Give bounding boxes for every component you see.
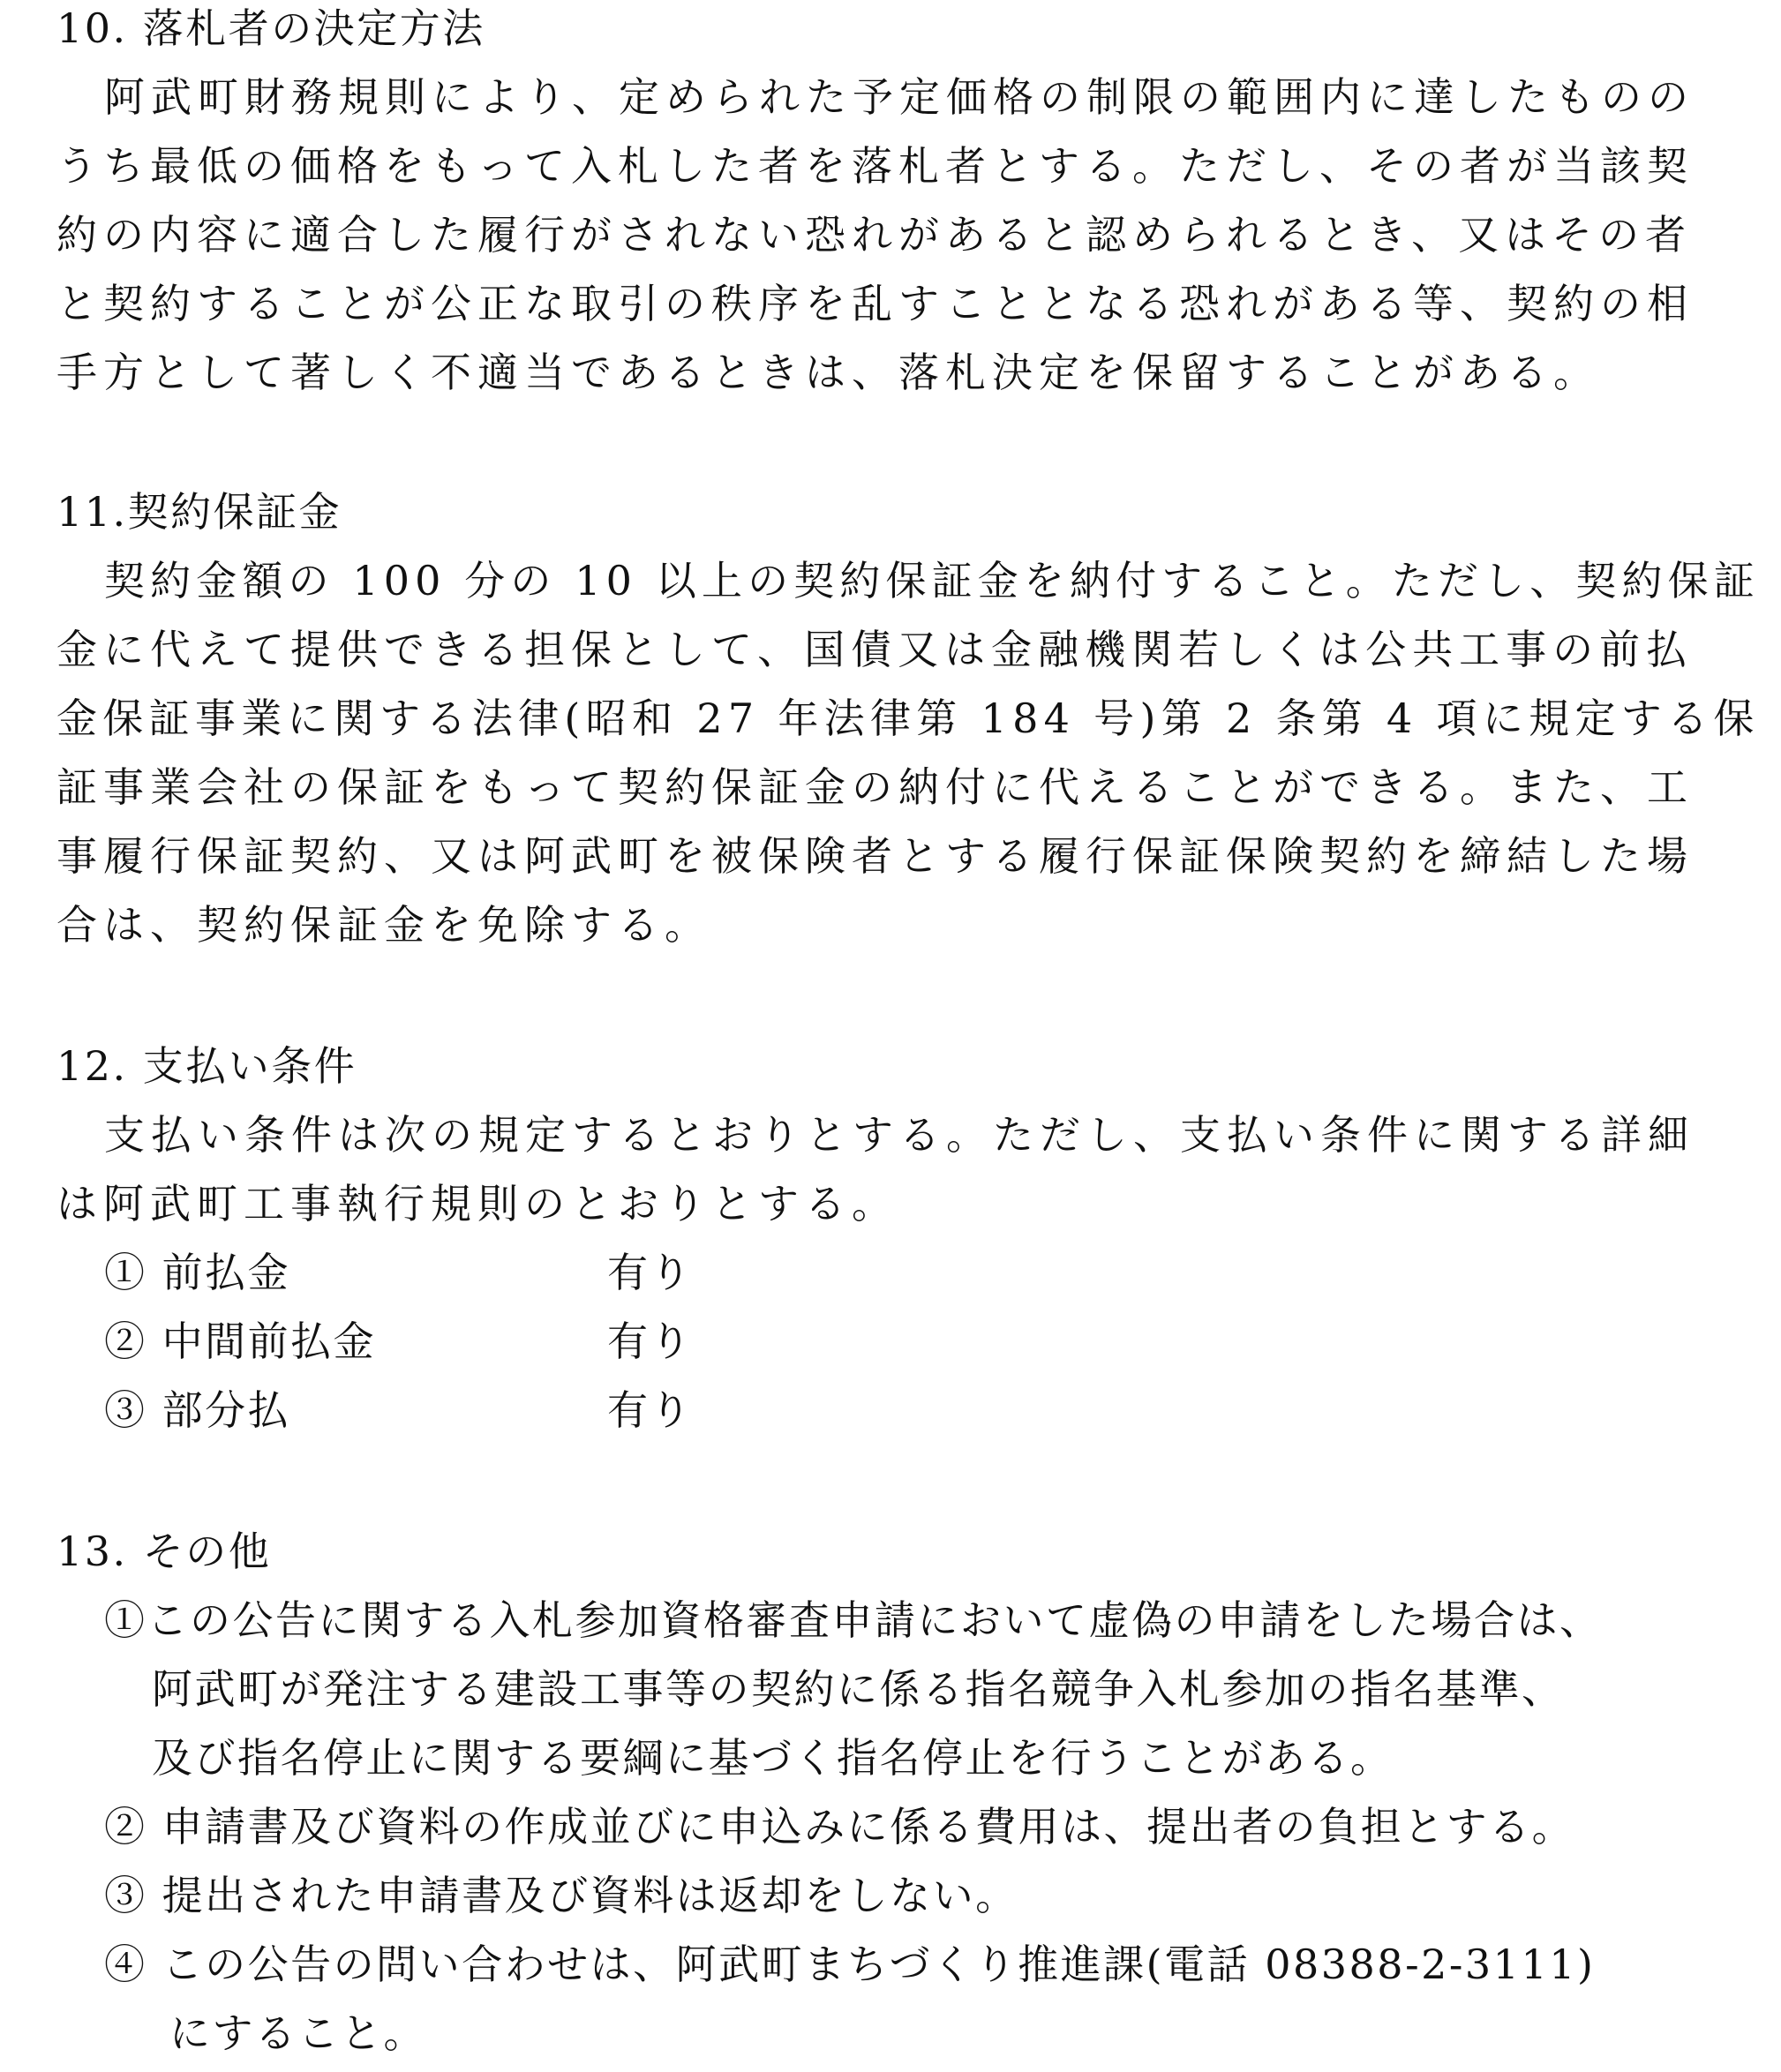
- list-item: ①この公告に関する入札参加資格審査申請において虚偽の申請をした場合は、: [104, 1596, 1603, 1644]
- paragraph-line: 手方として著しく不適当であるときは、落札決定を保留することがある。: [56, 349, 1600, 396]
- paragraph-line: は阿武町工事執行規則のとおりとする。: [56, 1180, 898, 1227]
- payment-item-label: ① 前払金: [104, 1249, 291, 1296]
- section-heading: 11.契約保証金: [56, 488, 342, 536]
- section-heading: 10. 落札者の決定方法: [56, 4, 485, 52]
- paragraph-line: 金保証事業に関する法律(昭和 27 年法律第 184 号)第 2 条第 4 項に規定する保: [56, 694, 1760, 742]
- paragraph-line: 金に代えて提供できる担保として、国債又は金融機関若しくは公共工事の前払: [56, 626, 1694, 673]
- payment-item: [104, 1315, 693, 1368]
- paragraph-line: 証事業会社の保証をもって契約保証金の納付に代えることができる。また、工: [56, 763, 1694, 811]
- paragraph-line: と契約することが公正な取引の秩序を乱すこととなる恐れがある等、契約の相: [56, 280, 1694, 327]
- list-item-continuation: にすること。: [169, 2009, 426, 2057]
- list-item-continuation: 及び指名停止に関する要綱に基づく指名停止を行うことがある。: [152, 1734, 1394, 1782]
- payment-item-value: 有り: [607, 1249, 693, 1296]
- payment-item-label: ② 中間前払金: [104, 1318, 377, 1365]
- paragraph-line: 契約金額の 100 分の 10 以上の契約保証金を納付すること。ただし、契約保証: [104, 557, 1760, 604]
- payment-item: [104, 1384, 693, 1437]
- paragraph-line: うち最低の価格をもって入札した者を落札者とする。ただし、その者が当該契: [56, 142, 1694, 190]
- payment-item-value: 有り: [607, 1318, 693, 1365]
- list-item: ② 申請書及び資料の作成並びに申込みに係る費用は、提出者の負担とする。: [104, 1803, 1575, 1851]
- payment-item-label: ③ 部分払: [104, 1386, 291, 1434]
- paragraph-line: 合は、契約保証金を免除する。: [56, 901, 711, 949]
- list-item: ③ 提出された申請書及び資料は返却をしない。: [104, 1872, 1018, 1919]
- list-item-continuation: 阿武町が発注する建設工事等の契約に係る指名競争入札参加の指名基準、: [152, 1665, 1565, 1713]
- list-item: ④ この公告の問い合わせは、阿武町まちづくり推進課(電話 08388-2-3111): [104, 1941, 1596, 1988]
- paragraph-line: 阿武町財務規則により、定められた予定価格の制限の範囲内に達したものの: [104, 73, 1695, 121]
- section-heading: 12. 支払い条件: [56, 1042, 357, 1090]
- payment-item: [104, 1246, 693, 1299]
- payment-item-value: 有り: [607, 1386, 693, 1434]
- section-heading: 13. その他: [56, 1528, 272, 1575]
- paragraph-line: 事履行保証契約、又は阿武町を被保険者とする履行保証保険契約を締結した場: [56, 832, 1694, 880]
- paragraph-line: 支払い条件は次の規定するとおりとする。ただし、支払い条件に関する詳細: [104, 1111, 1695, 1159]
- paragraph-line: 約の内容に適合した履行がされない恐れがあると認められるとき、又はその者: [56, 211, 1693, 259]
